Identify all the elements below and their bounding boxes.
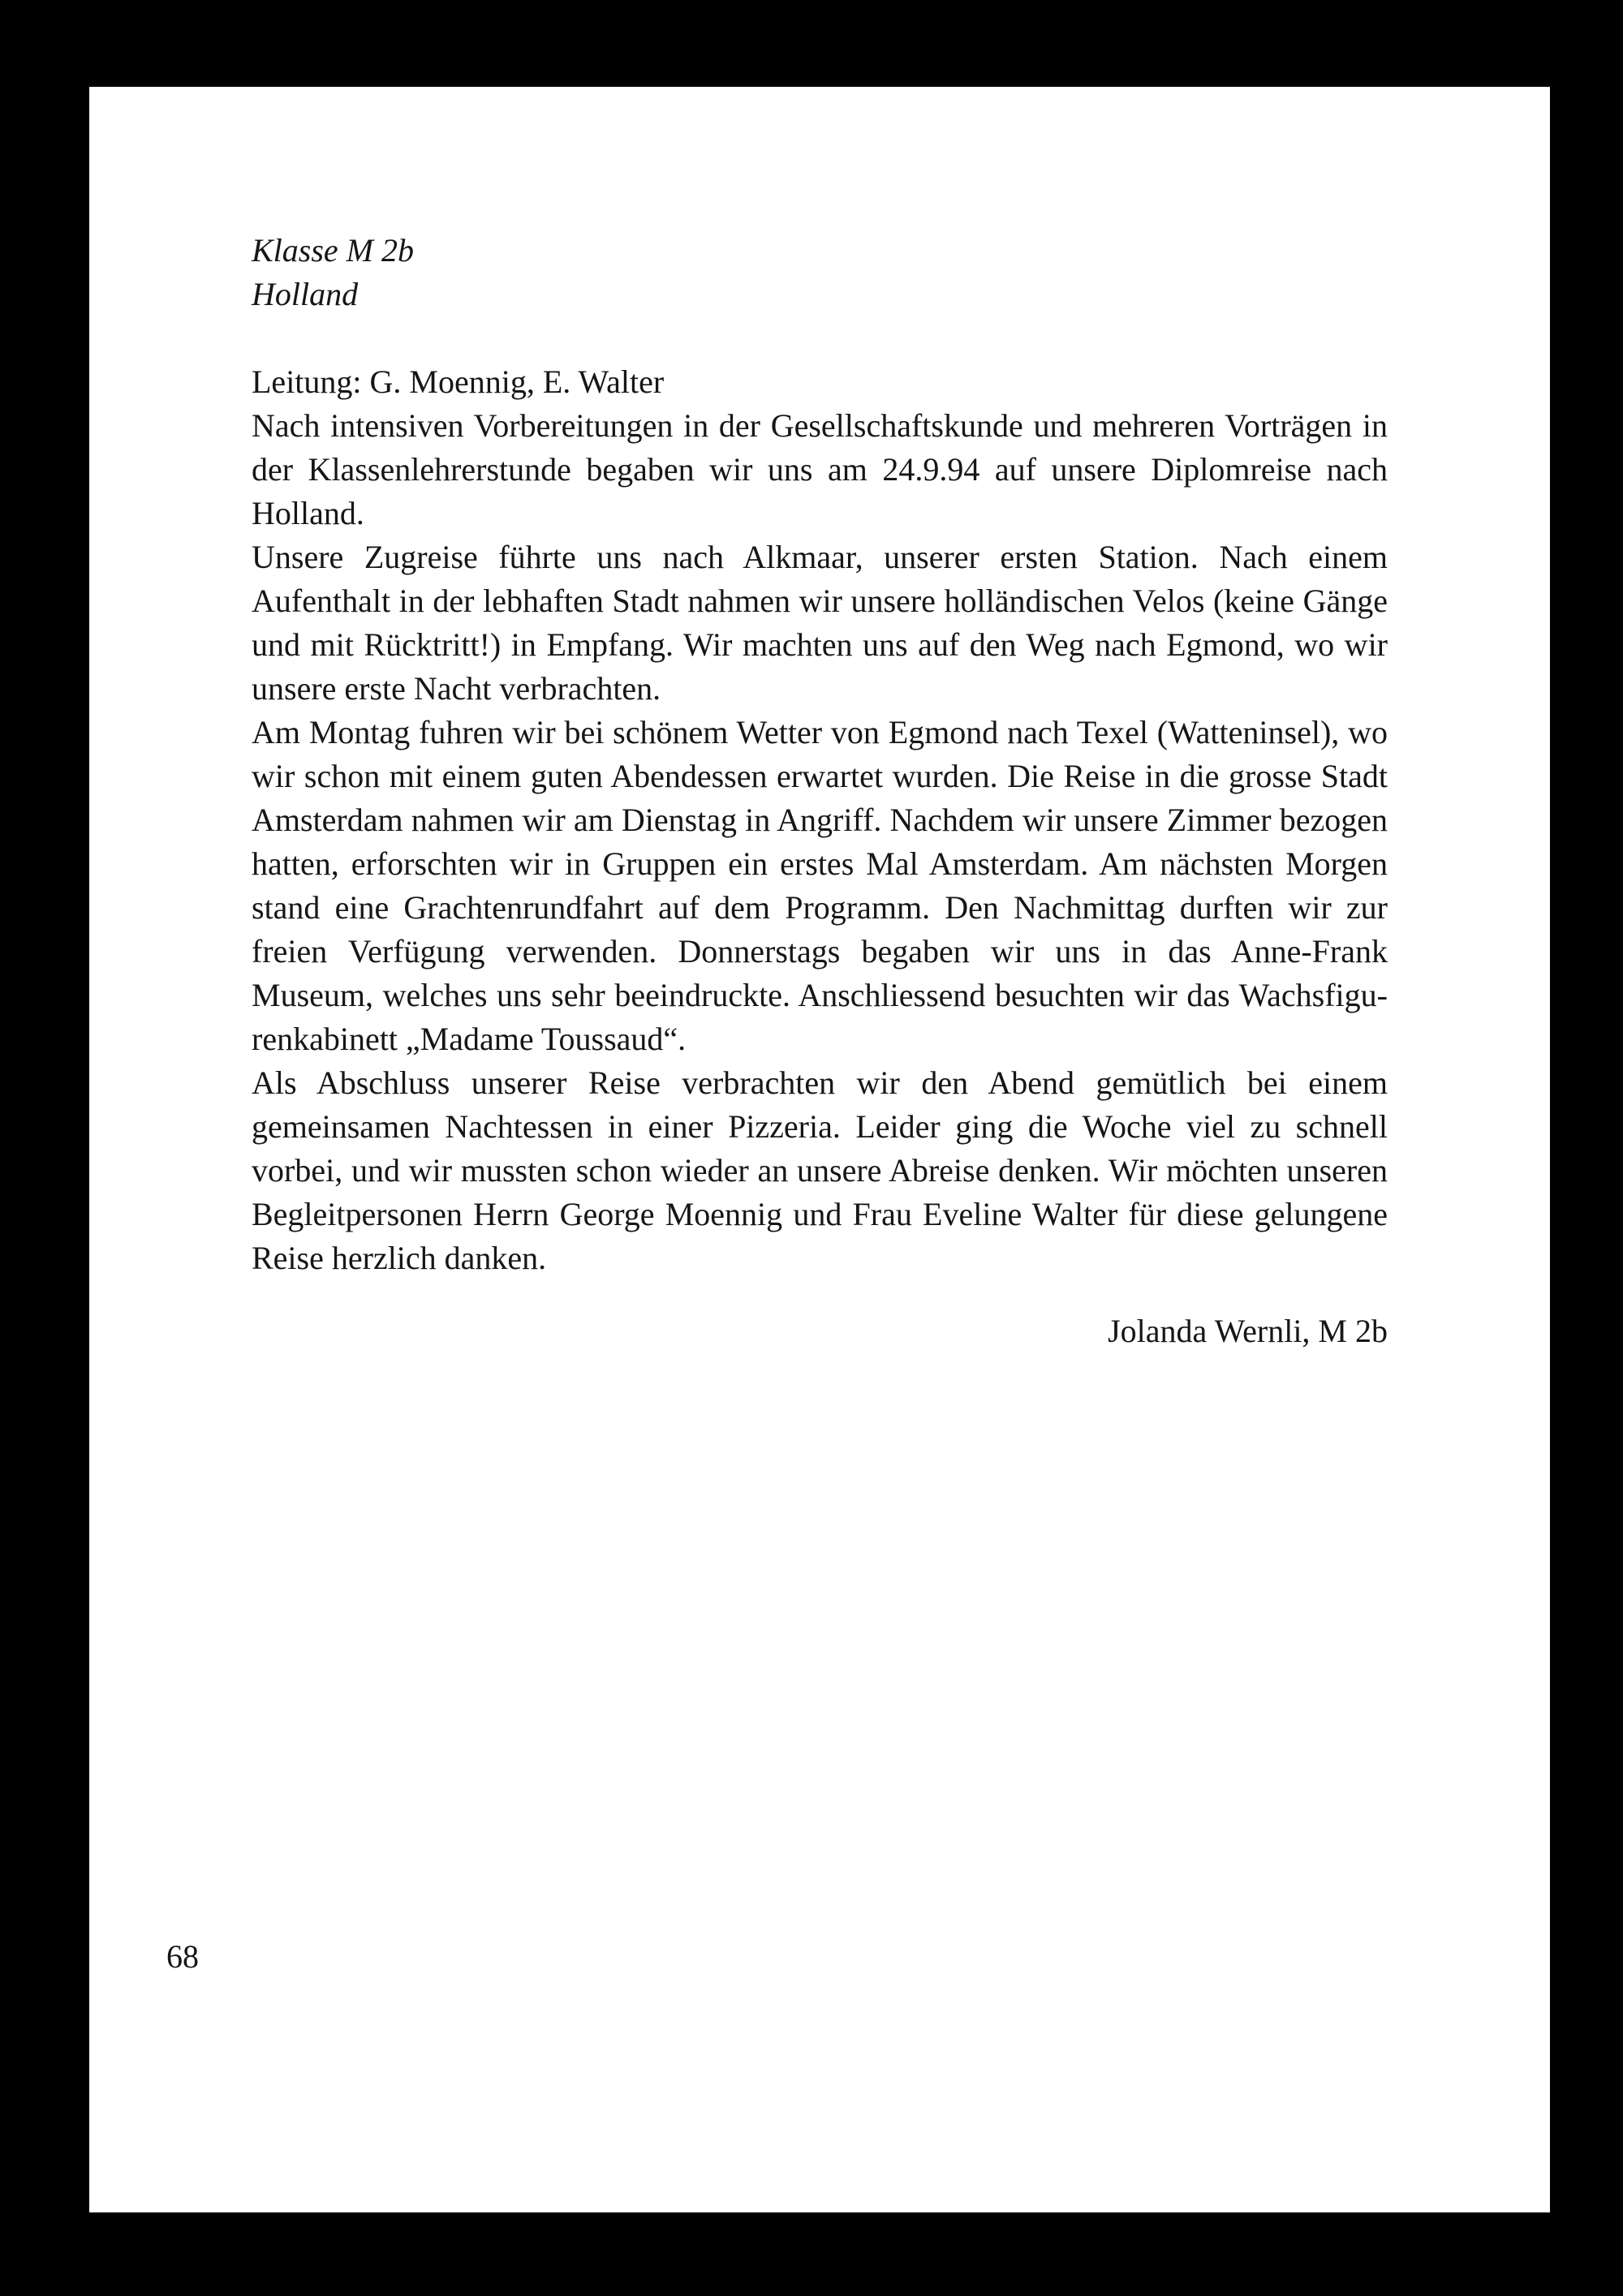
destination-heading: Holland: [252, 276, 359, 312]
paragraph-amsterdam: Am Montag fuhren wir bei schönem Wetter von Egmond nach Texel (Watteninsel), wo wir schon mit einem guten Abendessen erwartet wurden. Die Reise in die grosse Stadt Amsterdam nahmen wir am Dienstag in Angriff. Nachdem wir unsere Zimmer bezogen hatten, erforschten wir in Gruppen ein erstes Mal Amsterdam. Am nächsten Morgen stand eine Grachtenrundfahrt auf dem Programm. Den Nachmittag durften wir zur freien Verfügung verwenden. Donnerstags begaben wir uns in das Anne-Frank Museum, welches uns sehr beeindruckte. Anschliessend besuchten wir das Wachsfigurenkabinett „Madame Toussaud“.: [252, 714, 1388, 1057]
paragraph-preparation: Nach intensiven Vorbereitungen in der Gesellschaftskunde und mehreren Vorträgen in der Klassenlehrerstunde begaben wir uns am 24.9.94 auf unsere Diplomreise nach Holland.: [252, 407, 1388, 531]
page-number: 68: [166, 1938, 199, 1975]
paragraph-conclusion: Als Abschluss unserer Reise verbrachten wir den Abend gemütlich bei einem gemeinsamen Nachtessen in einer Pizzeria. Leider ging die Woche viel zu schnell vorbei, und wir mussten schon wieder an unsere Abreise denken. Wir möchten unseren Begleitpersonen Herrn George Moennig und Frau Eveline Walter für diese gelungene Reise herzlich danken.: [252, 1064, 1388, 1276]
document-page: [89, 87, 1550, 2212]
class-heading: Klasse M 2b: [252, 232, 414, 269]
paragraph-alkmaar: Unsere Zugreise führte uns nach Alkmaar, unserer ersten Station. Nach einem Aufenthalt in der lebhaften Stadt nahmen wir unsere holländischen Velos (keine Gänge und mit Rücktritt!) in Empfang. Wir machten uns auf den Weg nach Egmond, wo wir unsere erste Nacht verbrachten.: [252, 539, 1388, 707]
article-body: [252, 229, 1388, 1353]
author-signature: Jolanda Wernli, M 2b: [1108, 1313, 1388, 1349]
leitung-line: Leitung: G. Moennig, E. Walter: [252, 363, 665, 400]
